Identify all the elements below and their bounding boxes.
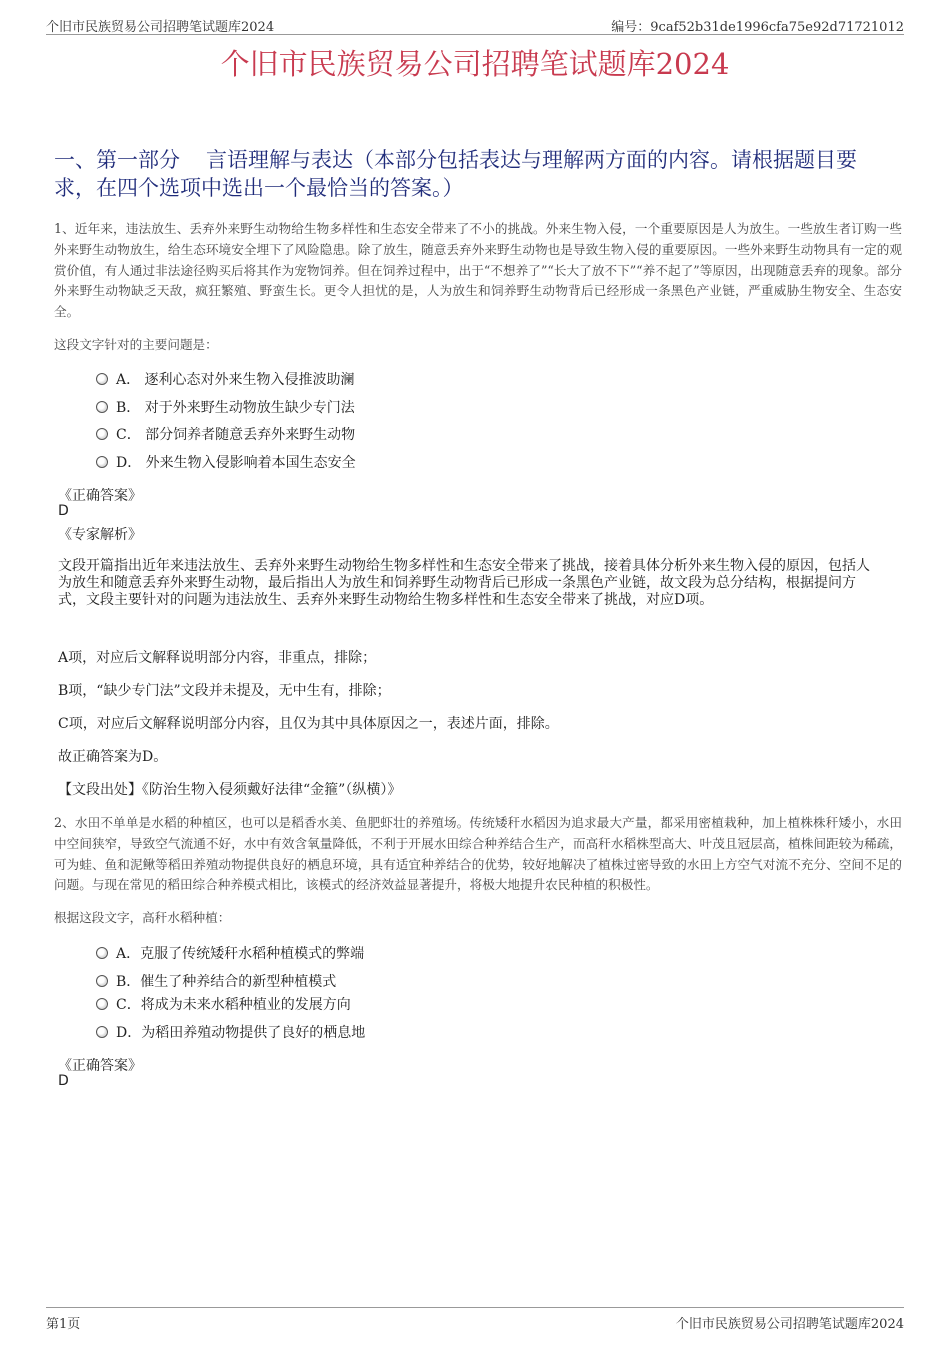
q1-analysis-label: 《专家解析》 xyxy=(58,527,142,543)
q1-option-d-label: D． 外来生物入侵影响着本国生态安全 xyxy=(116,455,356,471)
q2-option-b-label: B．催生了种养结合的新型种植模式 xyxy=(116,974,337,990)
header-title: 个旧市民族贸易公司招聘笔试题库2024 xyxy=(46,20,275,35)
q1-analysis-b: B项，“缺少专门法”文段并未提及，无中生有，排除； xyxy=(58,683,391,699)
q2-option-c-label: C．将成为未来水稻种植业的发展方向 xyxy=(116,997,351,1013)
radio-icon[interactable] xyxy=(96,456,108,468)
radio-icon[interactable] xyxy=(96,998,108,1010)
q1-analysis-a: A项，对应后文解释说明部分内容，非重点，排除； xyxy=(58,650,377,666)
q2-option-d[interactable] xyxy=(96,1022,365,1044)
radio-icon[interactable] xyxy=(96,947,108,959)
footer-divider xyxy=(46,1307,904,1308)
q2-option-a-label: A．克服了传统矮秆水稻种植模式的弊端 xyxy=(116,946,365,962)
q1-option-b[interactable] xyxy=(96,397,355,419)
q1-passage: 1、近年来，违法放生、丢弃外来野生动物给生物多样性和生态安全带来了不小的挑战。外来生物入侵，一个重要原因是人为放生。一些放生者订购一些外来野生动物放生，给生态环境安全埋下了风险隐患。除了放生，随意丢弃外来野生动物也是导致生物入侵的重要原因。一些外来野生动物具有一定的观赏价值，有人通过非法途径购买后将其作为宠物饲养。但在饲养过程中，出于“不想养了”“长大了放不下”“养不起了”等原因，出现随意丢弃的现象。部分外来野生动物缺乏天敌，疯狂繁殖、野蛮生长。更令人担忧的是，人为放生和饲养野生动物背后已经形成一条黑色产业链，严重威胁生物安全、生态安全。 xyxy=(54,221,902,320)
q1-final-answer: 故正确答案为D。 xyxy=(58,749,168,765)
q2-option-a[interactable] xyxy=(96,943,364,965)
q2-answer-label: 《正确答案》 xyxy=(58,1058,142,1074)
q1-option-a-label: A． 逐利心态对外来生物入侵推波助澜 xyxy=(116,372,355,388)
q2-option-d-label: D．为稻田养殖动物提供了良好的栖息地 xyxy=(116,1025,366,1041)
q1-analysis-c: C项，对应后文解释说明部分内容，且仅为其中具体原因之一，表述片面，排除。 xyxy=(58,716,559,732)
q1-analysis: 文段开篇指出近年来违法放生、丢弃外来野生动物给生物多样性和生态安全带来了挑战，接着具体分析外来生物入侵的原因，包括人为放生和随意丢弃外来野生动物，最后指出人为放生和饲养野生动物背后已形成一条黑色产业链，故文段为总分结构，根据提问方式，文段主要针对的问题为违法放生、丢弃外来野生动物给生物多样性和生态安全带来了挑战，对应D项。 xyxy=(58,558,870,608)
radio-icon[interactable] xyxy=(96,975,108,987)
radio-icon[interactable] xyxy=(96,1026,108,1038)
radio-icon[interactable] xyxy=(96,428,108,440)
q2-option-c[interactable] xyxy=(96,994,351,1016)
q1-answer: D xyxy=(58,503,69,519)
page-number: 第1页 xyxy=(46,1317,81,1332)
q1-prompt: 这段文字针对的主要问题是： xyxy=(54,337,218,352)
header-doc-id: 编号：9caf52b31de1996cfa75e92d71721012 xyxy=(611,20,904,35)
q1-option-a[interactable] xyxy=(96,369,355,391)
page-title: 个旧市民族贸易公司招聘笔试题库2024 xyxy=(220,47,730,81)
q1-option-c-label: C． 部分饲养者随意丢弃外来野生动物 xyxy=(116,427,356,443)
section-heading xyxy=(54,146,890,202)
section-text: 言语理解与表达（本部分包括表达与理解两方面的内容。请根据题目要求，在四个选项中选出一个最恰当的答案。） xyxy=(54,148,857,200)
q2-prompt: 根据这段文字，高秆水稻种植： xyxy=(54,910,231,925)
section-part: 一、第一部分 xyxy=(54,148,180,172)
footer-title: 个旧市民族贸易公司招聘笔试题库2024 xyxy=(675,1317,904,1332)
page-header xyxy=(46,14,904,35)
q1-answer-label: 《正确答案》 xyxy=(58,488,142,504)
q2-passage: 2、水田不单单是水稻的种植区，也可以是稻香水美、鱼肥虾壮的养殖场。传统矮秆水稻因为追求最大产量，都采用密植栽种，加上植株株秆矮小，水田中空间狭窄，导致空气流通不好，水中有效含氧量降低，不利于开展水田综合种养结合生产，而高秆水稻株型高大、叶茂且冠层高，植株间距较为稀疏，可为蛙、鱼和泥鳅等稻田养殖动物提供良好的栖息环境，具有适宜种养结合的优势，较好地解决了植株过密导致的水田上方空气对流不充分、空间不足的问题。与现在常见的稻田综合种养模式相比，该模式的经济效益显著提升，将极大地提升农民种植的积极性。 xyxy=(54,815,902,893)
q2-answer: D xyxy=(58,1073,69,1089)
radio-icon[interactable] xyxy=(96,373,108,385)
radio-icon[interactable] xyxy=(96,401,108,413)
q1-option-b-label: B． 对于外来野生动物放生缺少专门法 xyxy=(116,400,355,416)
q1-option-d[interactable] xyxy=(96,452,356,474)
q1-source: 【文段出处】《防治生物入侵须戴好法律“金箍”（纵横）》 xyxy=(58,782,402,798)
q1-option-c[interactable] xyxy=(96,424,355,446)
q2-option-b[interactable] xyxy=(96,971,336,993)
